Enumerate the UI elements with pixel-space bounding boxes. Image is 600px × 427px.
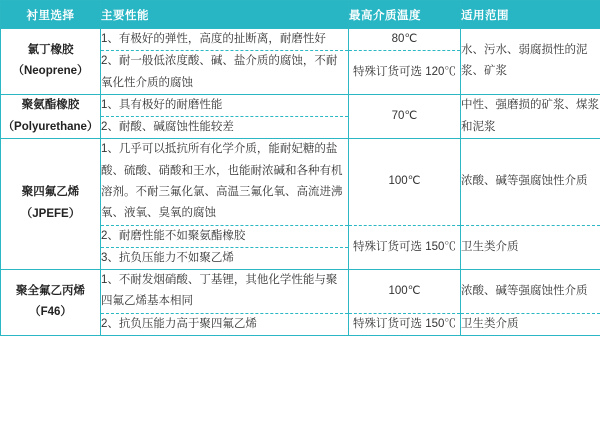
property-cell: 3、抗负压能力不如聚乙烯 [101,247,349,269]
table-row [1,29,600,51]
scope-cell: 浓酸、碱等强腐蚀性介质 [461,270,600,314]
material-name-cn: 聚四氟乙烯 [21,186,80,199]
material-name-cn: 氯丁橡胶 [27,43,74,56]
header-main-performance: 主要性能 [101,1,349,29]
table-row [1,94,600,116]
header-max-medium-temperature: 最高介质温度 [349,1,461,29]
material-cell [1,29,101,95]
property-cell: 1、具有极好的耐磨性能 [101,94,349,116]
material-name-en: （Neoprene） [12,65,89,78]
material-name-cn: 聚氨酯橡胶 [21,98,80,111]
property-cell: 1、几乎可以抵抗所有化学介质，能耐妃糖的盐酸、硫酸、硝酸和王水，也能耐浓碱和各种有机溶剂。不耐三氟化氯、高温三氟化氧、高流进沸氧、液氧、臭氧的腐蚀 [101,139,349,225]
temperature-cell: 70℃ [349,94,461,139]
table-row [1,139,600,225]
table-body [1,29,600,336]
material-name-cn: 聚全氟乙丙烯 [16,284,85,297]
scope-cell: 中性、强磨损的矿浆、煤浆和泥浆 [461,94,600,139]
temperature-cell: 特殊订货可选 120℃ [349,51,461,95]
table-header [1,1,600,29]
scope-cell: 浓酸、碱等强腐蚀性介质 [461,139,600,225]
temperature-cell: 100℃ [349,270,461,314]
property-cell: 2、耐一般低浓度酸、碱、盐介质的腐蚀，不耐氧化性介质的腐蚀 [101,51,349,95]
property-cell: 1、不耐发烟硝酸、丁基锂，其他化学性能与聚四氟乙烯基本相同 [101,270,349,314]
property-cell: 1、有极好的弹性，高度的扯断离，耐磨性好 [101,29,349,51]
material-cell [1,139,101,270]
material-name-en: （JPEFE） [20,208,81,221]
material-name-en: （Polyurethane） [2,120,99,133]
material-cell [1,94,101,139]
temperature-cell: 100℃ [349,139,461,225]
table-row [1,270,600,314]
material-cell [1,270,101,336]
material-name-en: （F46） [29,306,72,319]
temperature-cell: 80℃ [349,29,461,51]
scope-cell: 卫生类介质 [461,225,600,270]
property-cell: 2、耐磨性能不如聚氨酯橡胶 [101,225,349,247]
property-cell: 2、耐酸、碱腐蚀性能较差 [101,117,349,139]
scope-cell: 水、污水、弱腐损性的泥浆、矿浆 [461,29,600,95]
header-application-scope: 适用范围 [461,1,600,29]
header-row [1,1,600,29]
scope-cell: 卫生类介质 [461,313,600,335]
temperature-cell: 特殊订货可选 150℃ [349,313,461,335]
header-lining-selection: 衬里选择 [1,1,101,29]
property-cell: 2、抗负压能力高于聚四氟乙烯 [101,313,349,335]
temperature-cell: 特殊订货可选 150℃ [349,225,461,270]
